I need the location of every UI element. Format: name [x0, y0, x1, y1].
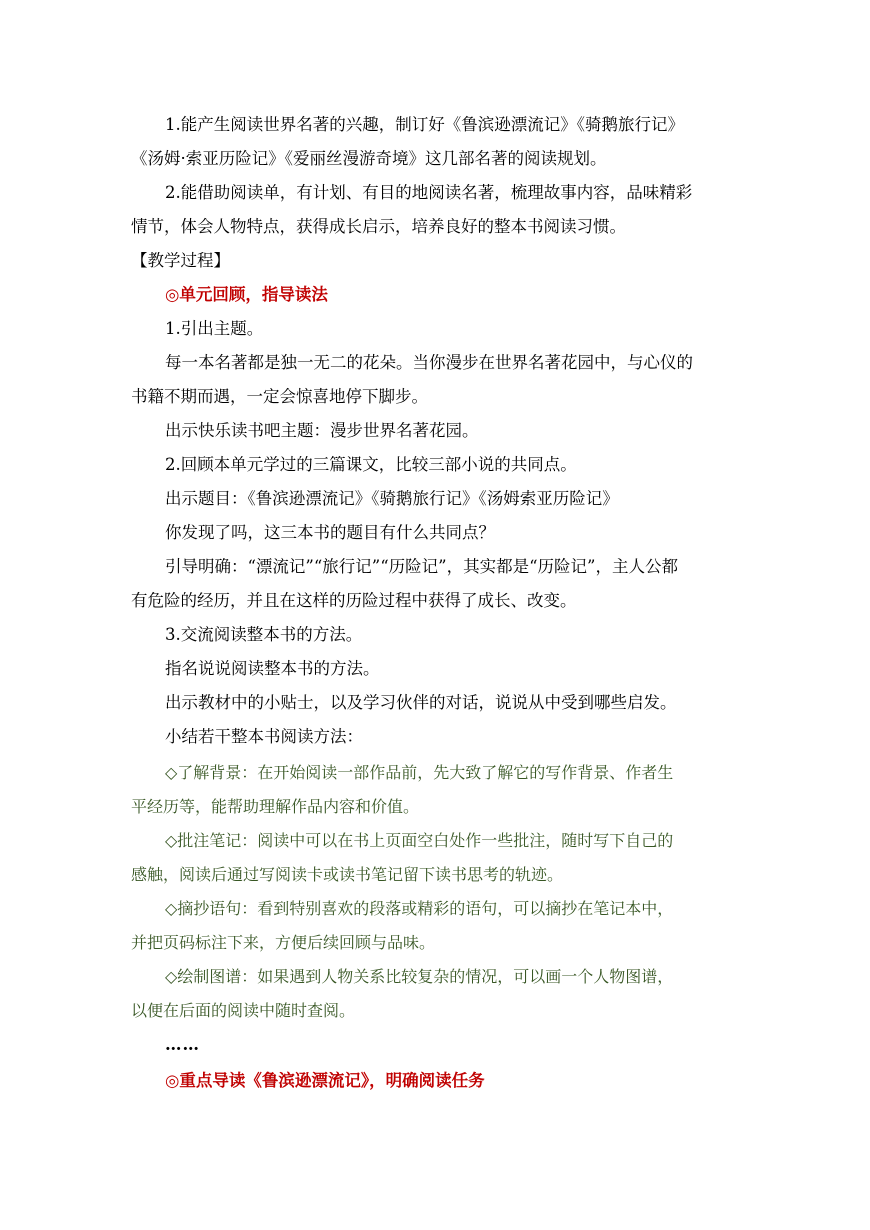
method-1-line-1: ◇了解背景：在开始阅读一部作品前，先大致了解它的写作背景、作者生 [165, 763, 674, 782]
paragraph-2: 出示快乐读书吧主题：漫步世界名著花园。 [165, 421, 479, 440]
section-heading-guided-reading: ◎重点导读《鲁滨逊漂流记》，明确阅读任务 [165, 1071, 485, 1090]
objective-1-line-2: 《汤姆·索亚历险记》《爱丽丝漫游奇境》这几部名著的阅读规划。 [131, 149, 607, 168]
paragraph-7: 出示教材中的小贴士，以及学习伙伴的对话，说说从中受到哪些启发。 [165, 693, 677, 712]
method-2-line-1: ◇批注笔记：阅读中可以在书上页面空白处作一些批注，随时写下自己的 [165, 831, 674, 850]
paragraph-6: 指名说说阅读整本书的方法。 [165, 659, 380, 678]
step-1-title: 1.引出主题。 [165, 319, 264, 338]
paragraph-8: 小结若干整本书阅读方法： [165, 727, 363, 746]
step-2-title: 2.回顾本单元学过的三篇课文，比较三部小说的共同点。 [165, 455, 577, 474]
paragraph-3: 出示题目：《鲁滨逊漂流记》《骑鹅旅行记》《汤姆索亚历险记》 [165, 489, 619, 508]
method-4-line-2: 以便在后面的阅读中随时查阅。 [131, 1001, 356, 1020]
paragraph-1-line-1: 每一本名著都是独一无二的花朵。当你漫步在世界名著花园中，与心仪的 [165, 353, 693, 372]
objective-1-line-1: 1.能产生阅读世界名著的兴趣，制订好《鲁滨逊漂流记》《骑鹅旅行记》 [165, 115, 684, 134]
paragraph-5-line-1: 引导明确：“漂流记”“旅行记”“历险记”，其实都是“历险记”，主人公都 [165, 557, 678, 576]
objective-2-line-1: 2.能借助阅读单，有计划、有目的地阅读名著，梳理故事内容，品味精彩 [165, 183, 693, 202]
method-2-line-2: 感触，阅读后通过写阅读卡或读书笔记留下读书思考的轨迹。 [131, 865, 564, 884]
paragraph-1-line-2: 书籍不期而遇，一定会惊喜地停下脚步。 [131, 387, 428, 406]
ellipsis: …… [165, 1035, 200, 1054]
method-4-line-1: ◇绘制图谱：如果遇到人物关系比较复杂的情况，可以画一个人物图谱， [165, 967, 674, 986]
objective-2-line-2: 情节，体会人物特点，获得成长启示，培养良好的整本书阅读习惯。 [131, 217, 626, 236]
step-3-title: 3.交流阅读整本书的方法。 [165, 625, 363, 644]
method-1-line-2: 平经历等，能帮助理解作品内容和价值。 [131, 797, 420, 816]
process-heading: 【教学过程】 [131, 251, 230, 270]
paragraph-4: 你发现了吗，这三本书的题目有什么共同点？ [165, 523, 495, 542]
method-3-line-1: ◇摘抄语句：看到特别喜欢的段落或精彩的语句，可以摘抄在笔记本中， [165, 899, 674, 918]
paragraph-5-line-2: 有危险的经历，并且在这样的历险过程中获得了成长、改变。 [131, 591, 577, 610]
method-3-line-2: 并把页码标注下来，方便后续回顾与品味。 [131, 933, 436, 952]
section-heading-review: ◎单元回顾，指导读法 [165, 285, 328, 304]
